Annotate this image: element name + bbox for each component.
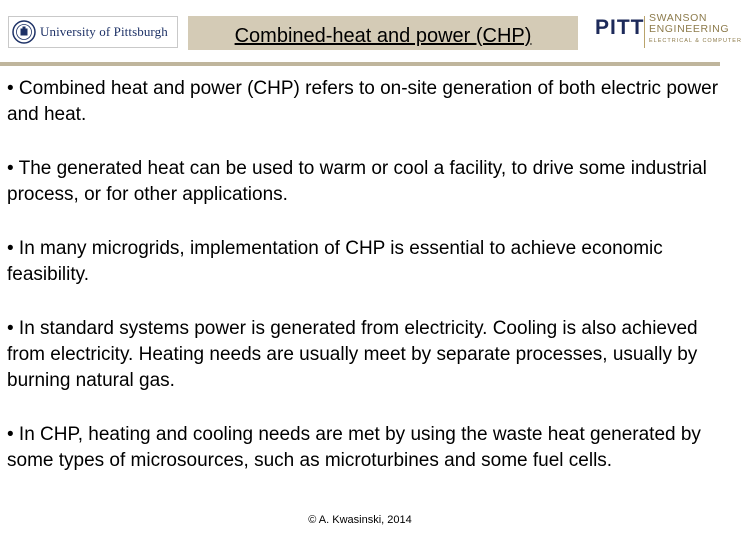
- bullet-item: • In CHP, heating and cooling needs are met by using the waste heat generated by some types of microsources, such as microturbines and some fuel cells.: [7, 424, 701, 471]
- university-name: University of Pittsburgh: [40, 24, 168, 39]
- slide-header: [0, 0, 742, 66]
- bullet-item: • In many microgrids, implementation of CHP is essential to achieve economic feasibility.: [7, 238, 663, 285]
- bullet-item: • Combined heat and power (CHP) refers to on-site generation of both electric power and heat.: [7, 78, 719, 125]
- swanson-line1: SWANSON: [649, 12, 708, 24]
- swanson-engineering-logo: [593, 12, 742, 52]
- pitt-wordmark: PITT: [595, 16, 645, 39]
- department-name: ELECTRICAL & COMPUTER: [649, 38, 742, 44]
- university-logo: [8, 16, 178, 48]
- university-seal-icon: [12, 20, 36, 44]
- swanson-line2: ENGINEERING: [649, 23, 730, 35]
- header-rule: [0, 62, 720, 66]
- bullet-item: • The generated heat can be used to warm or cool a facility, to drive some industrial process, or for other applications.: [7, 158, 707, 205]
- logo-divider: [644, 16, 645, 48]
- swanson-name: [649, 13, 729, 35]
- bullet-list: [7, 76, 719, 502]
- slide-title: Combined-heat and power (CHP): [234, 25, 532, 47]
- copyright-footer: © A. Kwasinski, 2014: [308, 514, 412, 526]
- bullet-item: • In standard systems power is generated from electricity. Cooling is also achieved from electricity. Heating needs are usually meet by separate processes, usually by burning natural gas.: [7, 318, 698, 391]
- title-banner: [188, 16, 578, 50]
